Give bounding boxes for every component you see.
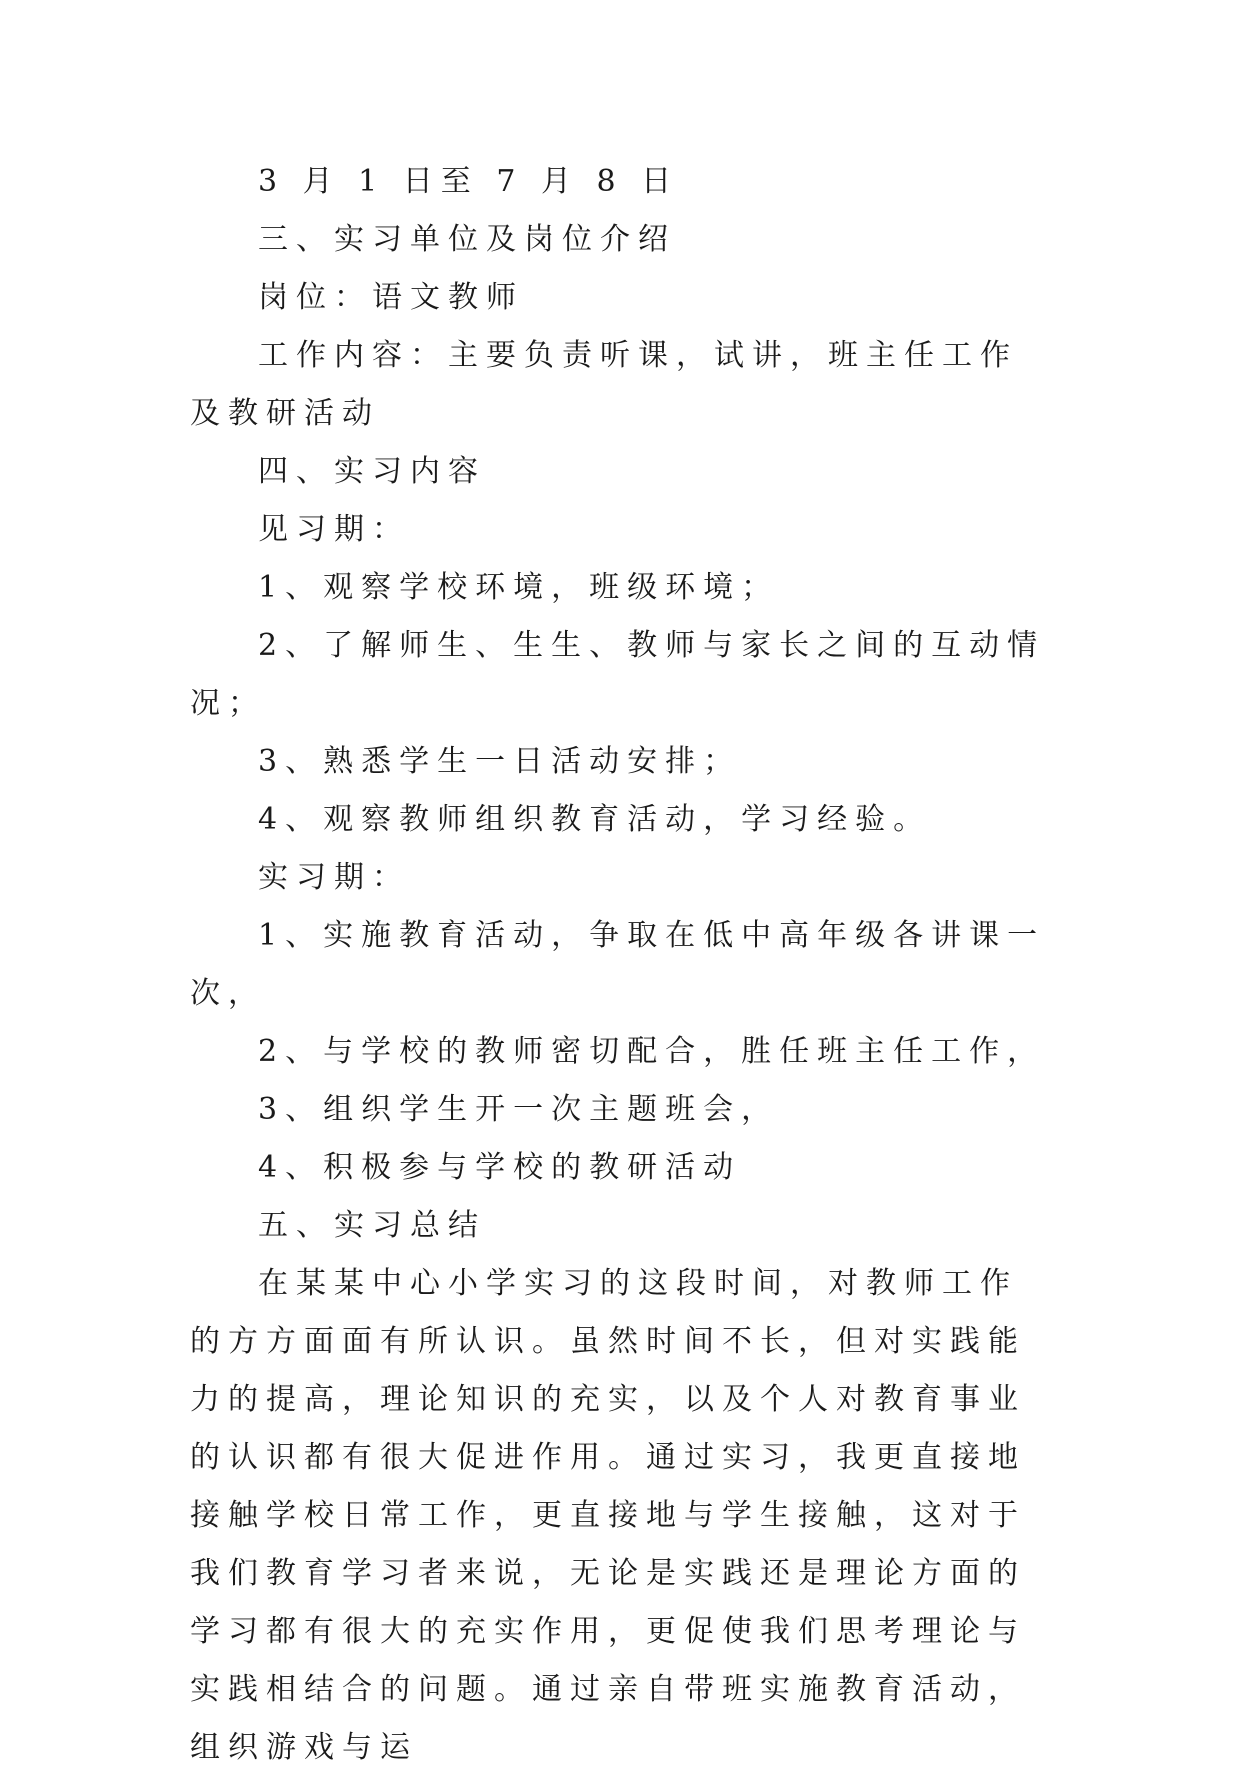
list-item: 3、组织学生开一次主题班会，	[258, 1092, 780, 1127]
date-range-line: 3 月 1 日至 7 月 8 日	[258, 164, 680, 199]
section-heading-5: 五、实习总结	[258, 1208, 486, 1243]
observation-period-label: 见习期：	[258, 512, 410, 547]
list-item: 2、了解师生、生生、教师与家长之间的互动情况；	[190, 628, 1046, 721]
internship-period-label: 实习期：	[258, 860, 410, 895]
list-item: 3、熟悉学生一日活动安排；	[258, 744, 742, 779]
document-body	[190, 153, 1050, 1777]
list-item: 1、实施教育活动，争取在低中高年级各讲课一次，	[190, 918, 1046, 1011]
list-item: 2、与学校的教师密切配合，胜任班主任工作，	[258, 1034, 1046, 1069]
section-heading-3: 三、实习单位及岗位介绍	[258, 222, 676, 257]
work-content-line: 工作内容：主要负责听课，试讲，班主任工作及教研活动	[190, 338, 1018, 431]
list-item: 4、观察教师组织教育活动，学习经验。	[258, 802, 932, 837]
position-line: 岗位：语文教师	[258, 280, 524, 315]
list-item: 4、积极参与学校的教研活动	[258, 1150, 742, 1185]
summary-paragraph: 在某某中心小学实习的这段时间，对教师工作的方方面面有所认识。虽然时间不长，但对实践能力的提高，理论知识的充实，以及个人对教育事业的认识都有很大促进作用。通过实习，我更直接地接触学校日常工作，更直接地与学生接触，这对于我们教育学习者来说，无论是实践还是理论方面的学习都有很大的充实作用，更促使我们思考理论与实践相结合的问题。通过亲自带班实施教育活动，组织游戏与运	[190, 1266, 1026, 1765]
section-heading-4: 四、实习内容	[258, 454, 486, 489]
list-item: 1、观察学校环境，班级环境；	[258, 570, 780, 605]
